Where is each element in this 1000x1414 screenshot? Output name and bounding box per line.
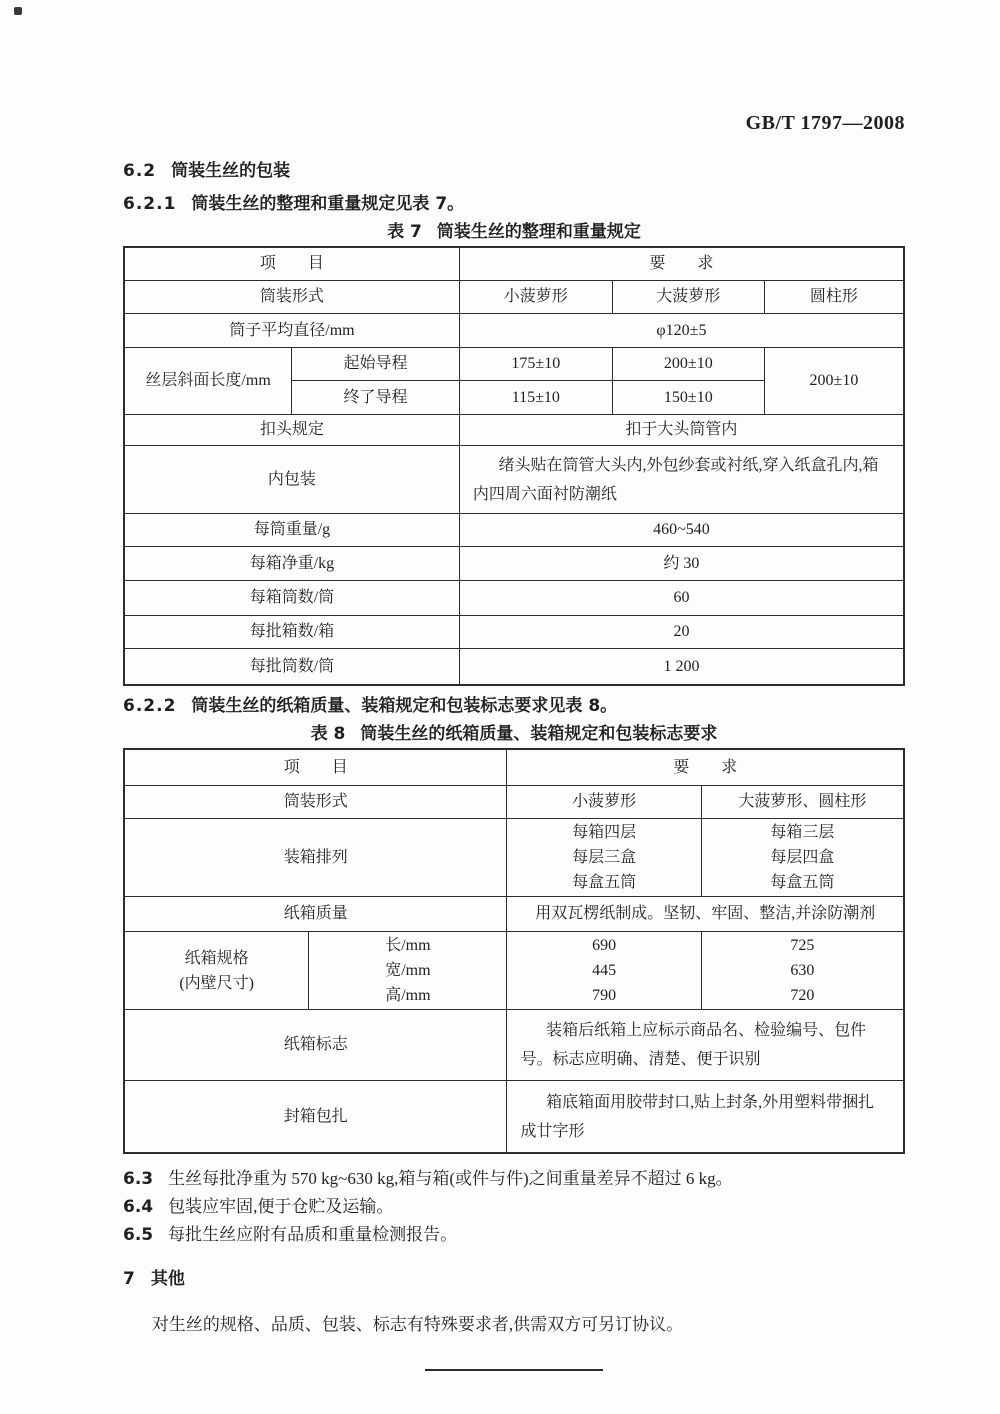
t8-spec-label — [124, 932, 309, 1010]
scan-artifact — [14, 7, 22, 15]
t7-form-label: 筒装形式 — [124, 281, 459, 314]
table8-caption: 筒装生丝的纸箱质量、装箱规定和包装标志要求 — [360, 724, 718, 744]
clause-number: 6.2.1 — [123, 194, 177, 214]
t7-buckle-value: 扣于大头筒管内 — [459, 415, 904, 446]
t7-form-small: 小菠萝形 — [459, 281, 612, 314]
table8-title — [123, 723, 905, 745]
clause-text: 包装应牢固,便于仓贮及运输。 — [168, 1197, 394, 1216]
t8-spec-dim: 宽/mm — [385, 962, 431, 979]
table7-header-row — [124, 247, 904, 281]
t8-arrange-label: 装箱排列 — [124, 819, 507, 897]
t8-arrange-large-line: 每盒五筒 — [770, 874, 835, 891]
t8-spec-large-value: 725 — [790, 937, 815, 954]
t7-slope-start-large: 200±10 — [612, 348, 764, 381]
t8-seal-value: 箱底箱面用胶带封口,贴上封条,外用塑料带捆扎成廿字形 — [507, 1081, 904, 1154]
t7-dia-label: 筒子平均直径/mm — [124, 314, 459, 348]
clause-6-3 — [123, 1165, 905, 1193]
table7-caption: 筒装生丝的整理和重量规定 — [436, 222, 641, 242]
clause-7-paragraph: 对生丝的规格、品质、包装、标志有特殊要求者,供需双方可另订协议。 — [151, 1315, 684, 1334]
t8-arrange-large — [701, 819, 904, 897]
clause-text: 筒装生丝的纸箱质量、装箱规定和包装标志要求见表 8。 — [191, 696, 618, 716]
t7-cnt-value: 60 — [459, 581, 904, 616]
t7-header-req: 要 求 — [459, 247, 904, 281]
t8-spec-dims — [309, 932, 507, 1010]
standard-code: GB/T 1797—2008 — [745, 112, 905, 134]
table-row — [124, 1010, 904, 1081]
t7-slope-cyl: 200±10 — [764, 348, 904, 415]
t7-slope-end-large: 150±10 — [612, 381, 764, 415]
t8-spec-small-value: 790 — [592, 987, 617, 1004]
clause-number: 6.4 — [123, 1197, 154, 1217]
clause-number: 6.3 — [123, 1169, 154, 1189]
table-row — [124, 547, 904, 581]
t8-spec-large-value: 630 — [790, 962, 815, 979]
clause-title: 其他 — [150, 1269, 185, 1289]
table-row — [124, 897, 904, 932]
table7-number: 表 7 — [387, 222, 422, 242]
clause-6-4 — [123, 1193, 905, 1221]
t8-spec-dim: 长/mm — [385, 937, 431, 954]
table-row — [124, 281, 904, 314]
table-row — [124, 649, 904, 686]
table7 — [123, 246, 905, 686]
clause-number: 6.5 — [123, 1225, 154, 1245]
clause-number: 6.2 — [123, 161, 157, 181]
table7-title — [123, 221, 905, 243]
t8-quality-label: 纸箱质量 — [124, 897, 507, 932]
clause-text: 生丝每批净重为 570 kg~630 kg,箱与箱(或件与件)之间重量差异不超过 6 kg。 — [168, 1169, 733, 1188]
clause-number: 6.2.2 — [123, 696, 177, 716]
table-row — [124, 819, 904, 897]
t7-box-label: 每批箱数/箱 — [124, 616, 459, 649]
table8-number: 表 8 — [310, 724, 346, 744]
table-row — [124, 314, 904, 348]
t7-net-value: 约 30 — [459, 547, 904, 581]
table-row — [124, 1081, 904, 1154]
table-row — [124, 415, 904, 446]
t7-slope-label: 丝层斜面长度/mm — [124, 348, 292, 415]
clause-text: 每批生丝应附有品质和重量检测报告。 — [168, 1225, 458, 1244]
clause-7-heading — [123, 1268, 905, 1291]
clause-6-2-heading — [123, 160, 905, 183]
table-row — [124, 514, 904, 547]
t8-arrange-large-line: 每箱三层 — [770, 824, 835, 841]
t8-header-item: 项 目 — [124, 749, 507, 786]
t8-spec-large — [701, 932, 904, 1010]
t8-spec-large-value: 720 — [790, 987, 815, 1004]
t7-tot-value: 1 200 — [459, 649, 904, 686]
t8-spec-small — [507, 932, 701, 1010]
t8-arrange-large-line: 每层四盒 — [770, 849, 835, 866]
t7-net-label: 每箱净重/kg — [124, 547, 459, 581]
t8-spec-small-value: 445 — [592, 962, 617, 979]
t8-arrange-small-line: 每层三盒 — [572, 849, 637, 866]
clause-6-5 — [123, 1221, 905, 1249]
t8-spec-small-value: 690 — [592, 937, 617, 954]
table8 — [123, 748, 905, 1154]
t7-inner-value: 绪头贴在筒管大头内,外包纱套或衬纸,穿入纸盒孔内,箱内四周六面衬防潮纸 — [459, 446, 904, 514]
t8-arrange-small — [507, 819, 701, 897]
t8-spec-label-line: (内壁尺寸) — [179, 974, 255, 992]
t7-dia-value: φ120±5 — [459, 314, 904, 348]
clause-title: 筒装生丝的包装 — [171, 161, 291, 181]
clause-text: 筒装生丝的整理和重量规定见表 7。 — [191, 194, 465, 214]
clause-6-2-2-heading — [123, 695, 905, 718]
t7-buckle-label: 扣头规定 — [124, 415, 459, 446]
t8-form-label: 筒装形式 — [124, 786, 507, 819]
t7-form-cyl: 圆柱形 — [764, 281, 904, 314]
t7-form-large: 大菠萝形 — [612, 281, 764, 314]
t8-form-small: 小菠萝形 — [507, 786, 701, 819]
clause-number: 7 — [123, 1269, 136, 1289]
t8-form-large: 大菠萝形、圆柱形 — [701, 786, 904, 819]
t8-seal-label: 封箱包扎 — [124, 1081, 507, 1154]
t7-slope-end-small: 115±10 — [459, 381, 612, 415]
t8-arrange-small-line: 每箱四层 — [572, 824, 637, 841]
t8-arrange-small-line: 每盒五筒 — [572, 874, 637, 891]
t8-header-req: 要 求 — [507, 749, 904, 786]
t7-header-item: 项 目 — [124, 247, 459, 281]
t8-spec-label-line: 纸箱规格 — [184, 949, 249, 967]
t7-slope-end-label: 终了导程 — [292, 381, 460, 415]
t8-mark-label: 纸箱标志 — [124, 1010, 507, 1081]
table-row — [124, 616, 904, 649]
t7-wt-label: 每筒重量/g — [124, 514, 459, 547]
t7-tot-label: 每批筒数/筒 — [124, 649, 459, 686]
clause-6-2-1-heading — [123, 193, 905, 216]
end-of-document-rule — [425, 1369, 603, 1371]
t8-spec-dim: 高/mm — [385, 987, 431, 1004]
table-row — [124, 446, 904, 514]
table-row — [124, 348, 904, 381]
t7-wt-value: 460~540 — [459, 514, 904, 547]
t8-quality-value: 用双瓦楞纸制成。坚韧、牢固、整洁,并涂防潮剂 — [507, 897, 904, 932]
t7-inner-label: 内包装 — [124, 446, 459, 514]
t7-slope-start-small: 175±10 — [459, 348, 612, 381]
t7-cnt-label: 每箱筒数/筒 — [124, 581, 459, 616]
table-row — [124, 786, 904, 819]
t7-slope-start-label: 起始导程 — [292, 348, 460, 381]
t8-mark-value: 装箱后纸箱上应标示商品名、检验编号、包件号。标志应明确、清楚、便于识别 — [507, 1010, 904, 1081]
table-row — [124, 932, 904, 1010]
t7-box-value: 20 — [459, 616, 904, 649]
table-row — [124, 581, 904, 616]
table8-header-row — [124, 749, 904, 786]
